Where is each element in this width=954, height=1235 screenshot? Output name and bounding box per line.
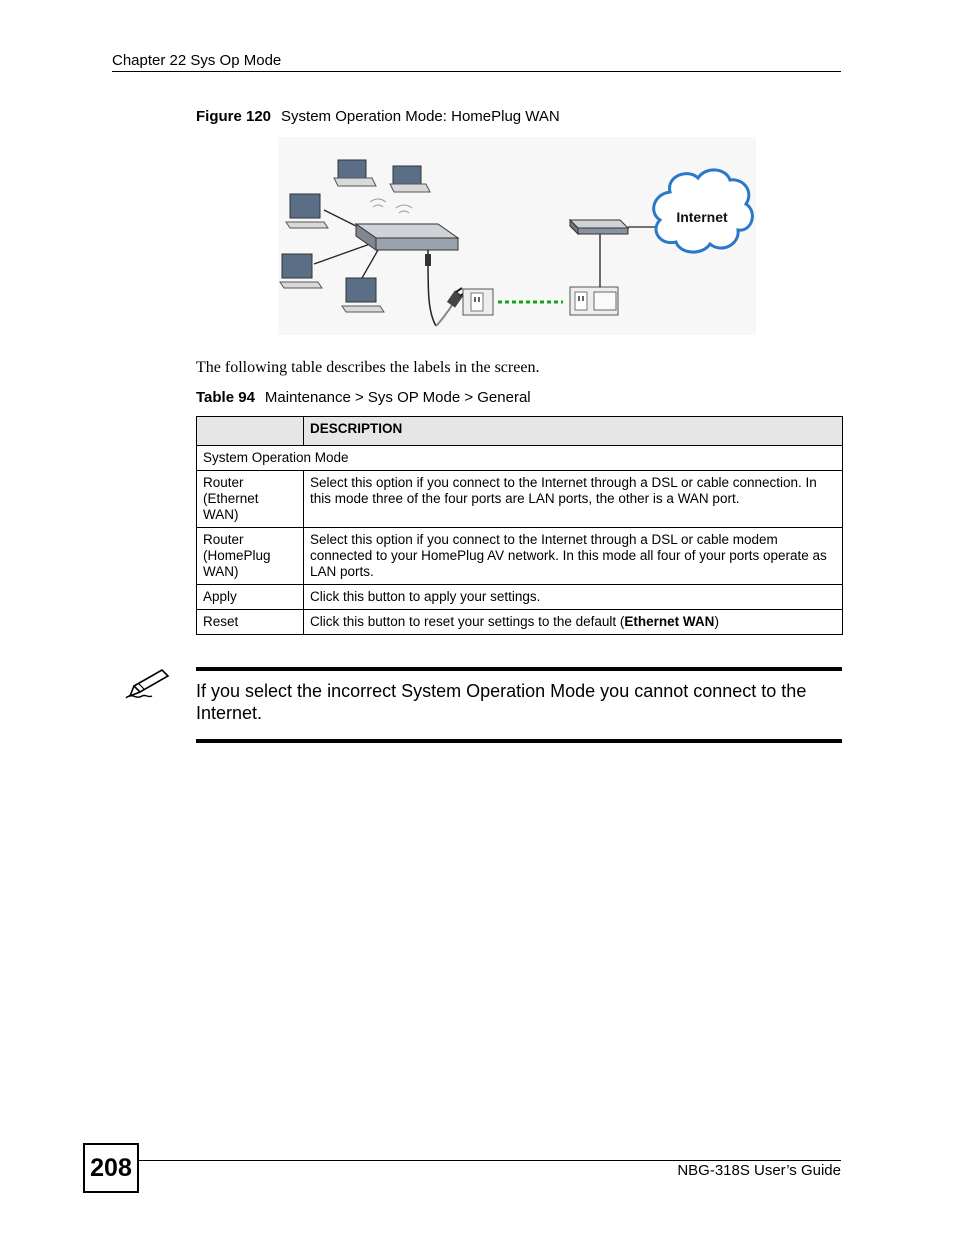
footer-rule [139, 1160, 841, 1161]
table-row [197, 585, 843, 610]
row-label: Router (HomePlug WAN) [197, 528, 304, 585]
internet-cloud-label: Internet [676, 209, 728, 225]
intro-text: The following table describes the labels in the screen. [196, 359, 540, 376]
figure-label: Figure 120 [196, 108, 272, 125]
table-row [197, 471, 843, 528]
guide-title: NBG-318S User’s Guide [677, 1162, 841, 1179]
table-row [197, 528, 843, 585]
description-table [196, 416, 843, 635]
note-text: If you select the incorrect System Operation Mode you cannot connect to the Internet. [196, 681, 807, 723]
modem-icon [570, 220, 628, 234]
table-section-row [197, 446, 843, 471]
chapter-header: Chapter 22 Sys Op Mode [112, 52, 282, 69]
note-pen-icon [124, 666, 174, 702]
table-row [197, 610, 843, 635]
row-label: Reset [197, 610, 304, 635]
network-diagram [278, 132, 758, 337]
description-suffix: ) [714, 614, 719, 629]
wall-socket-icon [463, 289, 493, 315]
header-description-cell: DESCRIPTION [304, 417, 843, 446]
section-cell: System Operation Mode [197, 446, 843, 471]
note-top-rule [196, 667, 842, 671]
row-description: Select this option if you connect to the Internet through a DSL or cable connection. In this mode three of the four ports are LAN ports, the other is a WAN port. [304, 471, 843, 528]
table-title: Maintenance > Sys OP Mode > General [264, 389, 531, 406]
row-description: Select this option if you connect to the Internet through a DSL or cable modem connected to your HomePlug AV network. In this mode all four of your ports operate as LAN ports. [304, 528, 843, 585]
row-description [304, 610, 843, 635]
table-label: Table 94 [196, 389, 255, 406]
row-description: Click this button to apply your settings. [304, 585, 843, 610]
row-label: Apply [197, 585, 304, 610]
router-icon [356, 224, 458, 250]
table-caption [196, 389, 531, 406]
note-bottom-rule [196, 739, 842, 743]
table-header-row [197, 417, 843, 446]
row-label: Router (Ethernet WAN) [197, 471, 304, 528]
figure-caption [196, 108, 560, 125]
wall-socket-icon [570, 287, 618, 315]
description-prefix: Click this button to reset your settings to the default ( [310, 614, 625, 629]
description-bold: Ethernet WAN [624, 614, 715, 629]
header-label-cell [197, 417, 304, 446]
figure-title: System Operation Mode: HomePlug WAN [281, 108, 560, 125]
header-rule [112, 71, 841, 72]
page-number: 208 [83, 1143, 139, 1193]
